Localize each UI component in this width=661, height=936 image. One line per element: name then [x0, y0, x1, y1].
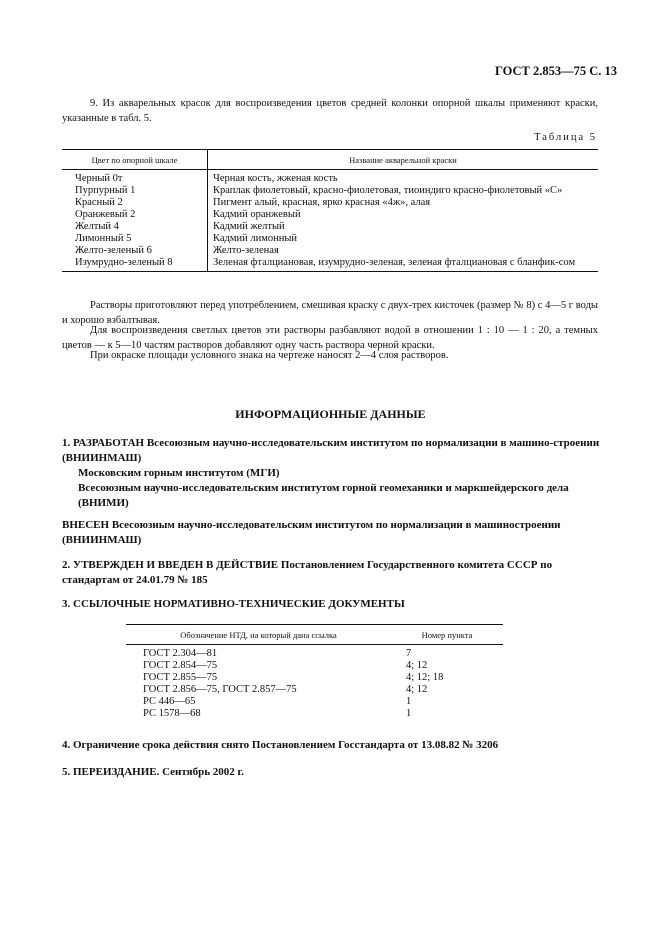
- note-paragraph: Растворы приготовляют перед употреблением, смешивая краску с двух-трех кисточек (размер № 8) с 4—5 г воды и хорошо взбалтывая.: [62, 300, 598, 326]
- table-row: [62, 233, 598, 245]
- paint-cell: Краплак фиолетовый, красно-фиолетовая, тиоиндиго красно-фиолетовый «С»: [213, 185, 563, 196]
- paint-cell: Пигмент алый, красная, ярко красная «4ж», алая: [213, 197, 431, 208]
- item-cell: 1: [406, 708, 412, 719]
- table5-header-row: [62, 150, 598, 170]
- table-row: [62, 170, 598, 186]
- paint-cell: Желто-зеленая: [213, 245, 279, 256]
- table-row: [62, 257, 598, 272]
- doc-cell: ГОСТ 2.856—75, ГОСТ 2.857—75: [143, 684, 297, 695]
- item-cell: 4; 12: [406, 660, 428, 671]
- doc-cell: РС 1578—68: [143, 708, 201, 719]
- table-row: [126, 660, 503, 672]
- table-row: [126, 645, 503, 661]
- table-row: [126, 684, 503, 696]
- info-item-1-sub-1: Московским горным институтом (МГИ): [78, 467, 280, 479]
- info-title: ИНФОРМАЦИОННЫЕ ДАННЫЕ: [235, 407, 426, 421]
- table-row: [62, 185, 598, 197]
- reference-header-row: [126, 625, 503, 645]
- table-row: [62, 209, 598, 221]
- item-cell: 1: [406, 696, 412, 707]
- page-header: ГОСТ 2.853—75 С. 13: [494, 64, 617, 78]
- color-cell: Оранжевый 2: [62, 209, 208, 221]
- info-item-3: 3. ССЫЛОЧНЫЕ НОРМАТИВНО-ТЕХНИЧЕСКИЕ ДОКУМЕНТЫ: [62, 598, 405, 610]
- table5-col1-header: Цвет по опорной шкале: [62, 150, 208, 170]
- info-item-5: 5. ПЕРЕИЗДАНИЕ. Сентябрь 2002 г.: [62, 766, 245, 778]
- color-cell: Черный 0т: [62, 170, 208, 186]
- item-cell: 7: [406, 648, 412, 659]
- paint-cell: Кадмий оранжевый: [213, 209, 301, 220]
- color-cell: Желтый 4: [62, 221, 208, 233]
- table-row: [126, 708, 503, 720]
- table-row: [126, 672, 503, 684]
- table5-caption: Таблица 5: [534, 132, 597, 143]
- note-paragraph: Для воспроизведения светлых цветов эти растворы разбавляют водой в отношении 1 : 10 — 1 : 20, а темных цветов — к 5—10 частям растворов добавляют одну часть раствора черной краски.: [62, 325, 598, 351]
- doc-cell: ГОСТ 2.855—75: [143, 672, 218, 683]
- color-cell: Красный 2: [62, 197, 208, 209]
- doc-cell: ГОСТ 2.304—81: [143, 648, 218, 659]
- reference-table: [126, 624, 503, 720]
- table-row: [62, 197, 598, 209]
- color-cell: Желто-зеленый 6: [62, 245, 208, 257]
- table-row: [126, 696, 503, 708]
- paint-cell: Зеленая фталциановая, изумрудно-зеленая, зеленая фталциановая с бланфик-сом: [208, 257, 599, 272]
- paint-cell: Кадмий лимонный: [213, 233, 298, 244]
- info-item-1: 1. РАЗРАБОТАН Всесоюзным научно-исследовательским институтом по нормализации в машино-строении (ВНИИНМАШ): [62, 437, 600, 464]
- info-item-2: 2. УТВЕРЖДЕН И ВВЕДЕН В ДЕЙСТВИЕ Постановлением Государственного комитета СССР по стандартам от 24.01.79 № 185: [62, 559, 553, 586]
- note-paragraph: При окраске площади условного знака на чертеже наносят 2—4 слоя растворов.: [90, 350, 449, 361]
- doc-cell: ГОСТ 2.854—75: [143, 660, 218, 671]
- info-item-1-sub-2: Всесоюзным научно-исследовательским институтом горной геомеханики и маркшейдерского дела (ВНИМИ): [78, 482, 569, 509]
- item-cell: 4; 12; 18: [406, 672, 444, 683]
- info-vnesen: ВНЕСЕН Всесоюзным научно-исследовательским институтом по нормализации в машиностроении (ВНИИНМАШ): [62, 519, 561, 546]
- paint-cell: Черная кость, жженая кость: [213, 173, 338, 184]
- color-cell: Пурпурный 1: [62, 185, 208, 197]
- doc-cell: РС 446—65: [143, 696, 196, 707]
- reference-col1-header: Обозначение НТД, на который дана ссылка: [126, 625, 391, 645]
- info-item-4: 4. Ограничение срока действия снято Постановлением Госстандарта от 13.08.82 № 3206: [62, 739, 499, 751]
- paint-cell: Кадмий желтый: [213, 221, 285, 232]
- item-cell: 4; 12: [406, 684, 428, 695]
- color-cell: Лимонный 5: [62, 233, 208, 245]
- table5: [62, 149, 598, 272]
- reference-col2-header: Номер пункта: [391, 625, 503, 645]
- table-row: [62, 221, 598, 233]
- table5-col2-header: Название акварельной краски: [208, 150, 599, 170]
- color-cell: Изумрудно-зеленый 8: [62, 257, 208, 272]
- table-row: [62, 245, 598, 257]
- intro-paragraph: 9. Из акварельных красок для воспроизведения цветов средней колонки опорной шкалы применяют краски, указанные в табл. 5.: [62, 98, 598, 124]
